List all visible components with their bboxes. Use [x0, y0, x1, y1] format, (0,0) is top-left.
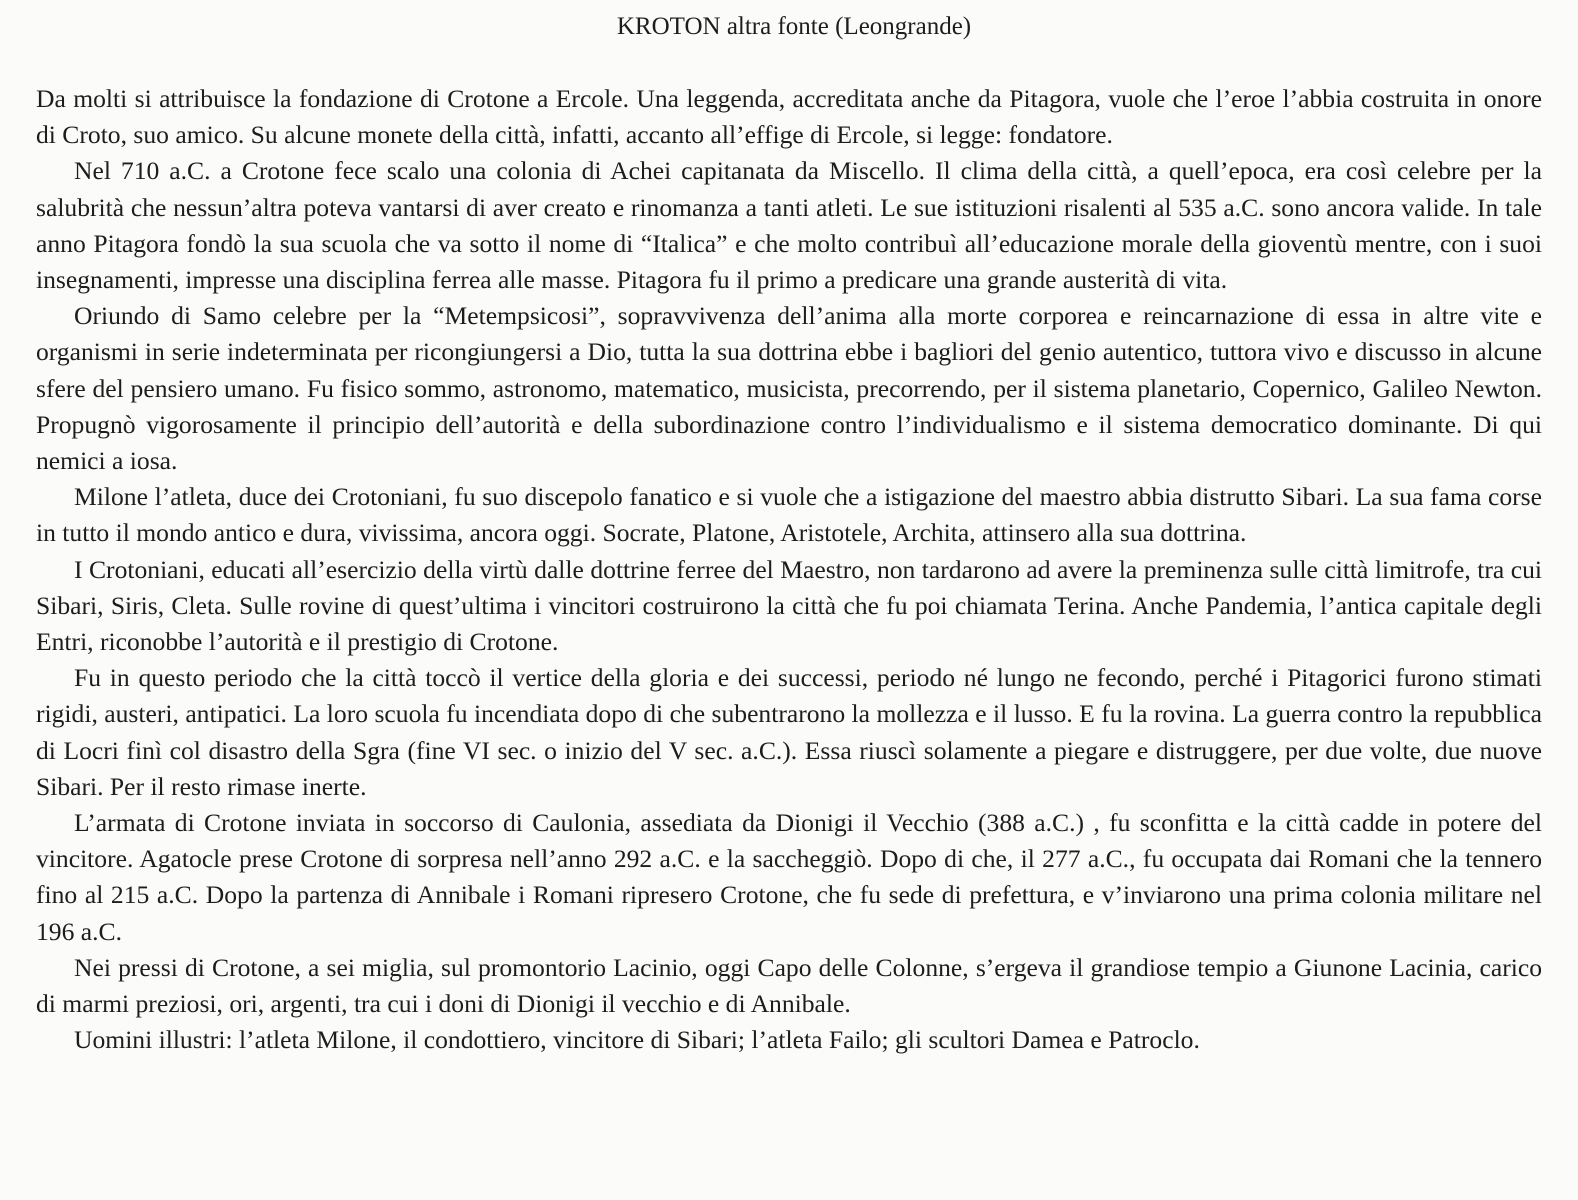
paragraph-milone: Milone l’atleta, duce dei Crotoniani, fu suo discepolo fanatico e si vuole che a istigazione del maestro abbia distrutto Sibari. La sua fama corse in tutto il mondo antico e dura, vivissima, ancora oggi. Socrate, Platone, Aristotele, Archita, attinsero alla sua dottrina. — [36, 482, 1542, 548]
paragraph-foundation: Da molti si attribuisce la fondazione di Crotone a Ercole. Una leggenda, accreditata anche da Pitagora, vuole che l’eroe l’abbia costruita in onore di Croto, suo amico. Su alcune monete della città, infatti, accanto all’effige di Ercole, si legge: fondatore. — [36, 84, 1542, 150]
paragraph-preeminence: I Crotoniani, educati all’esercizio della virtù dalle dottrine ferree del Maestro, non tardarono ad avere la preminenza sulle città limitrofe, tra cui Sibari, Siris, Cleta. Sulle rovine di quest’ultima i vincitori costruirono la città che fu poi chiamata Terina. Anche Pandemia, l’antica capitale degli Entri, riconobbe l’autorità e il prestigio di Crotone. — [36, 554, 1542, 657]
paragraph-decline: Fu in questo periodo che la città toccò il vertice della gloria e dei successi, periodo né lungo ne fecondo, perché i Pitagorici furono stimati rigidi, austeri, antipatici. La loro scuola fu incendiata dopo di che subentrarono la mollezza e il lusso. E fu la rovina. La guerra contro la repubblica di Locri finì col disastro della Sgra (fine VI sec. o inizio del V sec. a.C.). Essa riuscì solamente a piegare e distruggere, per due volte, due nuove Sibari. Per il resto rimase inerte. — [36, 663, 1542, 801]
paragraph-temple: Nei pressi di Crotone, a sei miglia, sul promontorio Lacinio, oggi Capo delle Colonne, s’ergeva il grandiose tempio a Giunone Lacinia, carico di marmi preziosi, ori, argenti, tra cui i doni di Dionigi il vecchio e di Annibale. — [36, 952, 1542, 1019]
paragraph-pythagoras-doctrine: Oriundo di Samo celebre per la “Metempsicosi”, sopravvivenza dell’anima alla morte corporea e reincarnazione di essa in altre vite e organismi in serie indeterminata per ricongiungersi a Dio, tutta la sua dottrina ebbe i bagliori del genio autentico, tuttora vivo e discusso in alcune sfere del pensiero umano. Fu fisico sommo, astronomo, matematico, musicista, precorrendo, per il sistema planetario, Copernico, Galileo Newton. Propugnò vigorosamente il principio dell’autorità e della subordinazione contro l’individualismo e il sistema democratico dominante. Di qui nemici a iosa. — [36, 301, 1542, 476]
document-body — [36, 81, 1542, 1058]
document-title: KROTON altra fonte (Leongrande) — [616, 13, 972, 40]
paragraph-achaean-colony: Nel 710 a.C. a Crotone fece scalo una colonia di Achei capitanata da Miscello. Il clima della città, a quell’epoca, era così celebre per la salubrità che nessun’altra poteva vantarsi di aver creato e rinomanza a tanti atleti. Le sue istituzioni risalenti al 535 a.C. sono ancora valide. In tale anno Pitagora fondò la sua scuola che va sotto il nome di “Italica” e che molto contribuì all’educazione morale della gioventù mentre, con i suoi insegnamenti, impresse una disciplina ferrea alle masse. Pitagora fu il primo a predicare una grande austerità di vita. — [36, 156, 1542, 295]
paragraph-illustrious-men: Uomini illustri: l’atleta Milone, il condottiero, vincitore di Sibari; l’atleta Failo; gli scultori Damea e Patroclo. — [74, 1025, 1200, 1055]
paragraph-conquests: L’armata di Crotone inviata in soccorso di Caulonia, assediata da Dionigi il Vecchio (388 a.C.) , fu sconfitta e la città cadde in potere del vincitore. Agatocle prese Crotone di sorpresa nell’anno 292 a.C. e la saccheggiò. Dopo di che, il 277 a.C., fu occupata dai Romani che la tennero fino al 215 a.C. Dopo la partenza di Annibale i Romani ripresero Crotone, che fu sede di prefettura, e v’inviarono una prima colonia militare nel 196 a.C. — [36, 808, 1542, 946]
